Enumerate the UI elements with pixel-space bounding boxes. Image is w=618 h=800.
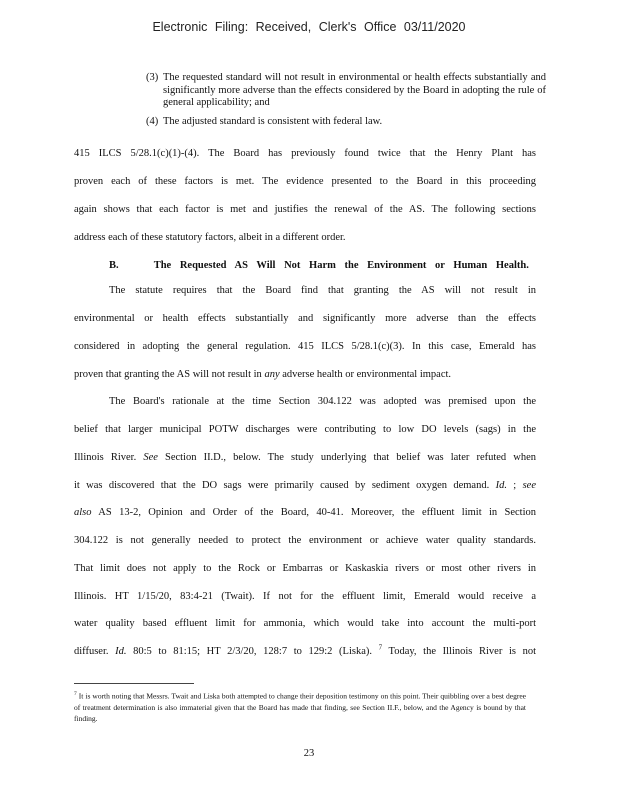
body-line xyxy=(74,479,536,493)
text-run: AS 13-2, Opinion and Order of the Board, 40-41. Moreover, the effluent limit in Section xyxy=(91,507,536,518)
footnote-mark: 7 xyxy=(74,691,77,697)
body-line: 415 ILCS 5/28.1(c)(1)-(4). The Board has previously found twice that the Henry Plant has xyxy=(74,148,536,159)
footnote-separator xyxy=(74,683,194,684)
body-line xyxy=(74,368,536,382)
emphasis-text: any xyxy=(264,369,280,380)
text-run: Illinois River. xyxy=(74,452,144,463)
text-run: 80:5 to 81:15; HT 2/3/20, 128:7 to 129:2 (Liska). xyxy=(126,646,379,657)
body-line: environmental or health effects substantially and significantly more adverse than the effects xyxy=(74,313,536,324)
body-line: The Board's rationale at the time Section 304.122 was adopted was premised upon the xyxy=(109,396,536,407)
list-item xyxy=(146,72,546,110)
footnote-reference[interactable]: 7 xyxy=(378,643,383,652)
citation-signal: Id. xyxy=(115,646,127,657)
body-line: belief that larger municipal POTW discharges were contributing to low DO levels (sags) in the xyxy=(74,424,536,435)
body-line: 304.122 is not generally needed to protect the environment or achieve water quality standards. xyxy=(74,535,536,546)
body-line xyxy=(74,451,536,465)
body-line: again shows that each factor is met and justifies the renewal of the AS. The following sections xyxy=(74,204,536,215)
body-line: address each of these statutory factors, albeit in a different order. xyxy=(74,232,346,243)
body-line: considered in adopting the general regulation. 415 ILCS 5/28.1(c)(3). In this case, Emerald has xyxy=(74,341,536,352)
text-run: diffuser. xyxy=(74,646,116,657)
text-run: ; xyxy=(506,480,523,491)
body-line: Illinois. HT 1/15/20, 83:4-21 (Twait). If not for the effluent limit, Emerald would receive a xyxy=(74,591,536,602)
text-run: proven that granting the AS will not result in xyxy=(74,369,265,380)
list-item-number: (3) xyxy=(146,72,159,83)
text-run: Section II.D., below. The study underlying that belief was later refuted when xyxy=(157,452,537,463)
footnote xyxy=(74,689,526,724)
list-item-number: (4) xyxy=(146,115,159,127)
citation-signal: also xyxy=(74,507,92,518)
body-line xyxy=(74,506,536,520)
body-line: water quality based effluent limit for ammonia, which would take into account the multi-port xyxy=(74,618,536,629)
list-item-text: The requested standard will not result in environmental or health effects substantially and significantly more adverse than the effects considered by the Board in adopting the rule of general applicability; and xyxy=(163,72,546,108)
list-item xyxy=(146,116,546,129)
section-heading-title: The Requested AS Will Not Harm the Environment or Human Health. xyxy=(153,260,529,271)
text-run: adverse health or environmental impact. xyxy=(279,369,452,380)
list-item-text: The adjusted standard is consistent with federal law. xyxy=(163,115,383,127)
citation-signal: See xyxy=(143,452,158,463)
footnote-text: It is worth noting that Messrs. Twait and Liska both attempted to change their deposition testimony on this point. Their quibbling over a best degree of treatment determination is also immaterial given that the Board has made that finding, see Section II.F., below, and the Agency is bound by that finding. xyxy=(74,691,526,723)
section-heading-letter: B. xyxy=(109,260,119,271)
page-number: 23 xyxy=(303,748,315,759)
body-line: That limit does not apply to the Rock or Embarras or Kaskaskia rivers or most other rivers in xyxy=(74,563,536,574)
criteria-list xyxy=(146,72,546,134)
citation-signal: see xyxy=(522,480,536,491)
section-heading xyxy=(109,259,529,273)
text-run: Today, the Illinois River is not xyxy=(382,646,536,657)
body-line: The statute requires that the Board find that granting the AS will not result in xyxy=(109,285,536,296)
filing-header: Electronic Filing: Received, Clerk's Office 03/11/2020 xyxy=(152,20,466,34)
text-run: it was discovered that the DO sags were primarily caused by sediment oxygen demand. xyxy=(74,480,496,491)
body-line: proven each of these factors is met. The evidence presented to the Board in this proceeding xyxy=(74,176,536,187)
citation-signal: Id. xyxy=(495,480,507,491)
body-line xyxy=(74,645,536,659)
